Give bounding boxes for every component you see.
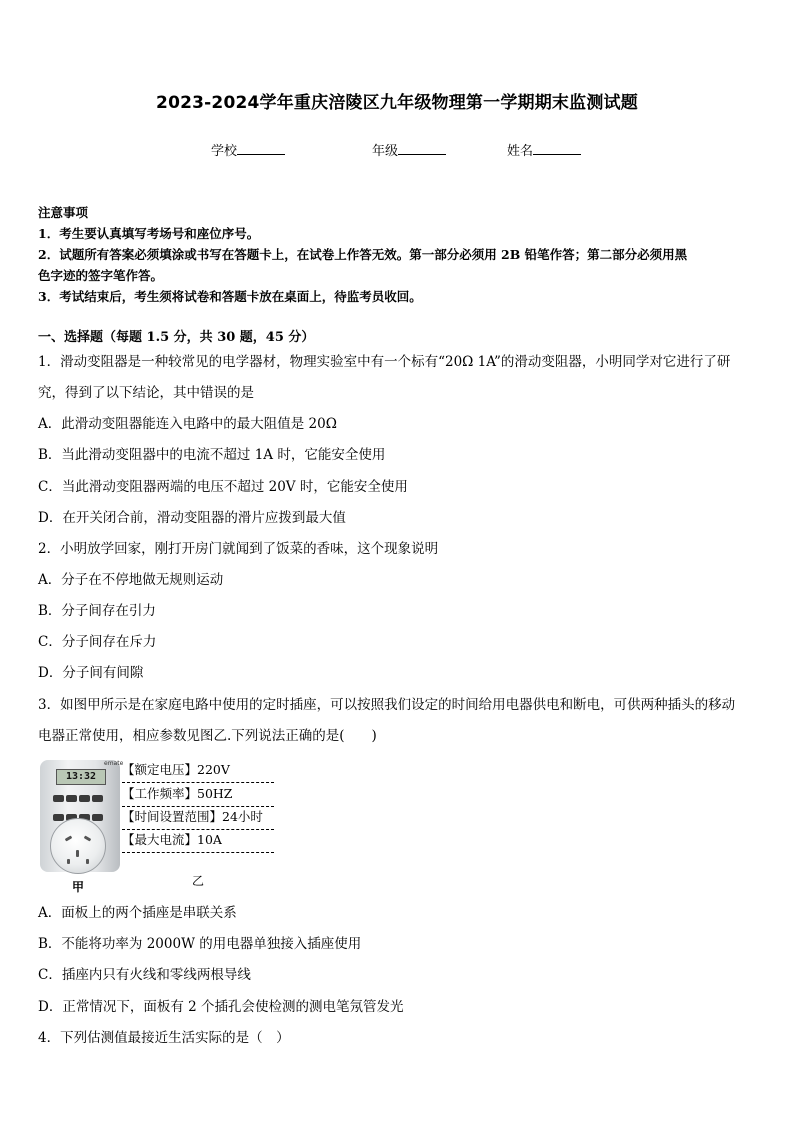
spec-time-range: 【时间设置范围】24小时 bbox=[122, 807, 274, 830]
question-1-stem-cont: 究，得到了以下结论，其中错误的是 bbox=[38, 385, 254, 401]
question-1-option-c: C．当此滑动变阻器两端的电压不超过 20V 时，它能安全使用 bbox=[38, 479, 408, 495]
question-2-option-a: A．分子在不停地做无规则运动 bbox=[38, 572, 224, 588]
question-4-stem: 4．下列估测值最接近生活实际的是（ ） bbox=[38, 1030, 290, 1046]
spec-max-current: 【最大电流】10A bbox=[122, 830, 274, 853]
school-blank bbox=[237, 142, 285, 155]
device-key bbox=[53, 814, 64, 821]
socket-hole bbox=[86, 859, 89, 864]
device-key bbox=[53, 795, 64, 802]
socket-hole bbox=[84, 835, 92, 841]
question-3-option-d: D．正常情况下，面板有 2 个插孔会使检测的测电笔氖管发光 bbox=[38, 999, 404, 1015]
question-1-option-b: B．当此滑动变阻器中的电流不超过 1A 时，它能安全使用 bbox=[38, 447, 386, 463]
grade-field: 年级 bbox=[372, 140, 446, 159]
notes-block bbox=[38, 202, 760, 307]
page-title: 2023-2024学年重庆涪陵区九年级物理第一学期期末监测试题 bbox=[156, 93, 638, 113]
device-display: 13:32 bbox=[56, 769, 106, 785]
question-2-option-c: C．分子间存在斥力 bbox=[38, 634, 157, 650]
question-1-option-d: D．在开关闭合前，滑动变阻器的滑片应拨到最大值 bbox=[38, 510, 346, 526]
spec-frequency: 【工作频率】50HZ bbox=[122, 784, 274, 807]
name-blank bbox=[533, 142, 581, 155]
note-item: 3．考试结束后，考生须将试卷和答题卡放在桌面上，待监考员收回。 bbox=[38, 289, 422, 304]
question-1-stem: 1．滑动变阻器是一种较常见的电学器材，物理实验室中有一个标有“20Ω 1A”的滑动变阻器，小明同学对它进行了研 bbox=[38, 354, 731, 370]
socket-hole bbox=[65, 835, 73, 841]
question-2-option-b: B．分子间存在引力 bbox=[38, 603, 156, 619]
question-3-option-b: B．不能将功率为 2000W 的用电器单独接入插座使用 bbox=[38, 936, 362, 952]
note-item: 2．试题所有答案必须填涂或书写在答题卡上，在试卷上作答无效。第一部分必须用 2B 铅笔作答；第二部分必须用黑 bbox=[38, 247, 688, 262]
spec-rated-voltage: 【额定电压】220V bbox=[122, 760, 274, 783]
question-2-stem: 2．小明放学回家，刚打开房门就闻到了饭菜的香味，这个现象说明 bbox=[38, 541, 439, 557]
device-key bbox=[92, 795, 103, 802]
socket-hole bbox=[67, 859, 70, 864]
question-1-option-a: A．此滑动变阻器能连入电路中的最大阻值是 20Ω bbox=[38, 416, 337, 432]
device-key bbox=[92, 814, 103, 821]
question-3-stem-cont: 电器正常使用，相应参数见图乙.下列说法正确的是( ) bbox=[38, 728, 377, 744]
device-key bbox=[66, 795, 77, 802]
socket-hole bbox=[76, 850, 79, 857]
note-item: 1．考生要认真填写考场号和座位序号。 bbox=[38, 226, 260, 241]
name-field: 姓名 bbox=[507, 140, 581, 159]
grade-blank bbox=[398, 142, 446, 155]
school-field: 学校 bbox=[211, 140, 285, 159]
question-3-option-a: A．面板上的两个插座是串联关系 bbox=[38, 905, 237, 921]
socket-face bbox=[50, 818, 106, 874]
timer-socket-image bbox=[40, 760, 124, 872]
timer-socket-figure bbox=[38, 756, 288, 896]
figure-label-yi: 乙 bbox=[192, 874, 205, 888]
notes-heading: 注意事项 bbox=[38, 205, 89, 220]
device-brand: emate bbox=[104, 760, 124, 767]
question-3-stem: 3．如图甲所示是在家庭电路中使用的定时插座，可以按照我们设定的时间给用电器供电和断电，可供两种插头的移动 bbox=[38, 697, 736, 713]
note-item: 色字迹的签字笔作答。 bbox=[38, 268, 164, 283]
question-2-option-d: D．分子间有间隙 bbox=[38, 665, 144, 681]
question-3-option-c: C．插座内只有火线和零线两根导线 bbox=[38, 967, 251, 983]
section-heading: 一、选择题（每题 1.5 分，共 30 题，45 分） bbox=[38, 330, 315, 345]
figure-label-jia: 甲 bbox=[72, 880, 85, 894]
device-key bbox=[79, 795, 90, 802]
